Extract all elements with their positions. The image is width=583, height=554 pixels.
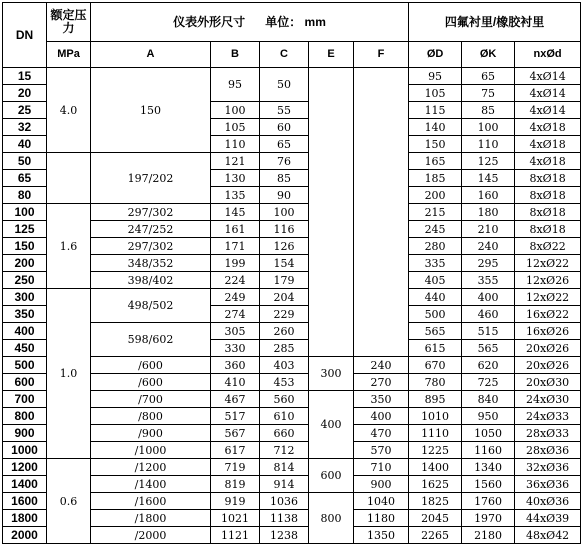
dim-b-cell: 1021 [211, 510, 260, 527]
dn-cell: 200 [3, 255, 47, 272]
dn-cell: 1600 [3, 493, 47, 510]
nxd-cell: 8xØ18 [515, 221, 581, 238]
ok-cell: 2180 [462, 527, 515, 544]
ok-cell: 1160 [462, 442, 515, 459]
dim-c-cell: 1238 [260, 527, 309, 544]
ok-cell: 240 [462, 238, 515, 255]
nxd-cell: 20xØ26 [515, 357, 581, 374]
od-cell: 895 [409, 391, 462, 408]
od-cell: 115 [409, 102, 462, 119]
header-dn: DN [3, 3, 47, 68]
dim-c-cell: 403 [260, 357, 309, 374]
dim-b-cell: 517 [211, 408, 260, 425]
nxd-cell: 4xØ18 [515, 153, 581, 170]
pressure-cell: 4.0 [47, 68, 91, 153]
nxd-cell: 36xØ36 [515, 476, 581, 493]
ok-cell: 160 [462, 187, 515, 204]
od-cell: 1110 [409, 425, 462, 442]
dim-b-cell: 145 [211, 204, 260, 221]
ok-cell: 85 [462, 102, 515, 119]
dim-b-cell: 617 [211, 442, 260, 459]
dim-c-cell: 204 [260, 289, 309, 306]
dim-a-cell: /2000 [91, 527, 211, 544]
spec-table-container [2, 2, 581, 544]
ok-cell: 65 [462, 68, 515, 85]
header-col-c: C [260, 42, 309, 68]
dim-a-cell: /1200 [91, 459, 211, 476]
ok-cell: 1340 [462, 459, 515, 476]
dn-cell: 1800 [3, 510, 47, 527]
dim-c-cell: 90 [260, 187, 309, 204]
dim-a-cell: /700 [91, 391, 211, 408]
dim-f-cell: 240 [354, 357, 409, 374]
od-cell: 2045 [409, 510, 462, 527]
dim-c-cell: 814 [260, 459, 309, 476]
dn-cell: 600 [3, 374, 47, 391]
od-cell: 280 [409, 238, 462, 255]
ok-cell: 295 [462, 255, 515, 272]
dim-a-cell: 598/602 [91, 323, 211, 357]
od-cell: 1825 [409, 493, 462, 510]
dn-cell: 350 [3, 306, 47, 323]
dim-c-cell: 914 [260, 476, 309, 493]
dn-cell: 80 [3, 187, 47, 204]
dn-cell: 700 [3, 391, 47, 408]
dn-cell: 20 [3, 85, 47, 102]
dim-b-cell: 330 [211, 340, 260, 357]
pressure-cell: 1.0 [47, 289, 91, 459]
dim-b-cell: 819 [211, 476, 260, 493]
dim-f-cell: 570 [354, 442, 409, 459]
dim-c-cell: 229 [260, 306, 309, 323]
od-cell: 1625 [409, 476, 462, 493]
dim-b-cell: 360 [211, 357, 260, 374]
dim-c-cell: 116 [260, 221, 309, 238]
dim-c-cell: 260 [260, 323, 309, 340]
ok-cell: 210 [462, 221, 515, 238]
dim-b-cell: 305 [211, 323, 260, 340]
ok-cell: 145 [462, 170, 515, 187]
dim-b-cell: 105 [211, 119, 260, 136]
header-pressure-line1: 额定压 [50, 8, 87, 22]
dim-b-cell: 130 [211, 170, 260, 187]
dim-f-cell: 400 [354, 408, 409, 425]
nxd-cell: 8xØ22 [515, 238, 581, 255]
dim-c-cell: 100 [260, 204, 309, 221]
nxd-cell: 48xØ42 [515, 527, 581, 544]
dim-e-cell: 400 [309, 391, 354, 459]
header-col-od: ØD [409, 42, 462, 68]
dim-a-cell: /1000 [91, 442, 211, 459]
od-cell: 780 [409, 374, 462, 391]
dim-b-cell: 199 [211, 255, 260, 272]
ok-cell: 75 [462, 85, 515, 102]
nxd-cell: 16xØ26 [515, 323, 581, 340]
header-lining: 四氟衬里/橡胶衬里 [409, 3, 581, 42]
od-cell: 245 [409, 221, 462, 238]
ok-cell: 840 [462, 391, 515, 408]
dim-a-cell: 398/402 [91, 272, 211, 289]
ok-cell: 1560 [462, 476, 515, 493]
nxd-cell: 24xØ30 [515, 391, 581, 408]
dn-cell: 125 [3, 221, 47, 238]
header-col-a: A [91, 42, 211, 68]
dim-e-cell: 800 [309, 493, 354, 544]
header-unit-value: mm [304, 14, 326, 29]
ok-cell: 400 [462, 289, 515, 306]
nxd-cell: 4xØ14 [515, 102, 581, 119]
dim-b-cell: 919 [211, 493, 260, 510]
dim-e-cell: 300 [309, 357, 354, 391]
dn-cell: 150 [3, 238, 47, 255]
od-cell: 670 [409, 357, 462, 374]
dim-f-cell: 1040 [354, 493, 409, 510]
od-cell: 405 [409, 272, 462, 289]
dim-f-cell: 900 [354, 476, 409, 493]
dim-f-cell: 1180 [354, 510, 409, 527]
ok-cell: 1050 [462, 425, 515, 442]
dim-a-cell: 297/302 [91, 238, 211, 255]
dim-a-cell: /800 [91, 408, 211, 425]
nxd-cell: 32xØ36 [515, 459, 581, 476]
dim-b-cell: 1121 [211, 527, 260, 544]
header-col-b: B [211, 42, 260, 68]
dim-b-cell: 719 [211, 459, 260, 476]
dn-cell: 1400 [3, 476, 47, 493]
dn-cell: 25 [3, 102, 47, 119]
dim-c-cell: 85 [260, 170, 309, 187]
nxd-cell: 12xØ22 [515, 289, 581, 306]
dim-c-cell: 76 [260, 153, 309, 170]
dim-f-cell: 470 [354, 425, 409, 442]
nxd-cell: 4xØ18 [515, 119, 581, 136]
nxd-cell: 4xØ14 [515, 85, 581, 102]
dim-b-cell: 171 [211, 238, 260, 255]
dim-e-cell [309, 68, 354, 357]
nxd-cell: 12xØ22 [515, 255, 581, 272]
ok-cell: 515 [462, 323, 515, 340]
dim-a-cell: /1400 [91, 476, 211, 493]
ok-cell: 110 [462, 136, 515, 153]
dim-c-cell: 560 [260, 391, 309, 408]
dim-a-cell: 297/302 [91, 204, 211, 221]
dim-b-cell: 249 [211, 289, 260, 306]
dimension-spec-table [2, 2, 581, 544]
od-cell: 335 [409, 255, 462, 272]
od-cell: 105 [409, 85, 462, 102]
dim-b-cell: 110 [211, 136, 260, 153]
od-cell: 440 [409, 289, 462, 306]
od-cell: 1400 [409, 459, 462, 476]
header-dims [91, 3, 409, 42]
dim-c-cell: 660 [260, 425, 309, 442]
dim-b-cell: 135 [211, 187, 260, 204]
dim-c-cell: 50 [260, 68, 309, 102]
dim-a-cell: 197/202 [91, 153, 211, 204]
dim-b-cell: 274 [211, 306, 260, 323]
dim-f-cell: 270 [354, 374, 409, 391]
dn-cell: 800 [3, 408, 47, 425]
od-cell: 2265 [409, 527, 462, 544]
od-cell: 185 [409, 170, 462, 187]
nxd-cell: 12xØ26 [515, 272, 581, 289]
dn-cell: 15 [3, 68, 47, 85]
dim-f-cell [354, 68, 409, 357]
dim-c-cell: 1138 [260, 510, 309, 527]
header-unit-label: 单位： [265, 14, 302, 29]
od-cell: 140 [409, 119, 462, 136]
dim-b-cell: 100 [211, 102, 260, 119]
header-col-e: E [309, 42, 354, 68]
dn-cell: 500 [3, 357, 47, 374]
dim-b-cell: 95 [211, 68, 260, 102]
pressure-cell: 0.6 [47, 459, 91, 544]
nxd-cell: 40xØ36 [515, 493, 581, 510]
dim-a-cell: /1800 [91, 510, 211, 527]
od-cell: 150 [409, 136, 462, 153]
header-col-nxd: nxØd [515, 42, 581, 68]
dim-a-cell: 247/252 [91, 221, 211, 238]
dim-c-cell: 712 [260, 442, 309, 459]
dn-cell: 1000 [3, 442, 47, 459]
od-cell: 565 [409, 323, 462, 340]
ok-cell: 125 [462, 153, 515, 170]
header-dims-title: 仪表外形尺寸 [173, 14, 246, 29]
nxd-cell: 4xØ14 [515, 68, 581, 85]
ok-cell: 620 [462, 357, 515, 374]
dim-a-cell: /900 [91, 425, 211, 442]
dim-e-cell: 600 [309, 459, 354, 493]
nxd-cell: 20xØ26 [515, 340, 581, 357]
dim-a-cell: /600 [91, 357, 211, 374]
pressure-cell: 1.6 [47, 204, 91, 289]
od-cell: 165 [409, 153, 462, 170]
dn-cell: 300 [3, 289, 47, 306]
dim-b-cell: 467 [211, 391, 260, 408]
header-pressure-line2: 力 [62, 21, 75, 35]
ok-cell: 565 [462, 340, 515, 357]
od-cell: 200 [409, 187, 462, 204]
dim-a-cell: 348/352 [91, 255, 211, 272]
dim-f-cell: 710 [354, 459, 409, 476]
od-cell: 95 [409, 68, 462, 85]
ok-cell: 180 [462, 204, 515, 221]
nxd-cell: 44xØ39 [515, 510, 581, 527]
dim-b-cell: 121 [211, 153, 260, 170]
dim-b-cell: 567 [211, 425, 260, 442]
nxd-cell: 8xØ18 [515, 170, 581, 187]
dim-c-cell: 453 [260, 374, 309, 391]
dim-a-cell: 498/502 [91, 289, 211, 323]
dim-b-cell: 410 [211, 374, 260, 391]
dim-b-cell: 161 [211, 221, 260, 238]
dim-f-cell: 350 [354, 391, 409, 408]
dn-cell: 900 [3, 425, 47, 442]
dim-c-cell: 60 [260, 119, 309, 136]
nxd-cell: 8xØ18 [515, 204, 581, 221]
header-pressure-unit: MPa [47, 42, 91, 68]
nxd-cell: 28xØ36 [515, 442, 581, 459]
ok-cell: 355 [462, 272, 515, 289]
nxd-cell: 4xØ18 [515, 136, 581, 153]
od-cell: 215 [409, 204, 462, 221]
dim-c-cell: 179 [260, 272, 309, 289]
dn-cell: 1200 [3, 459, 47, 476]
dim-c-cell: 610 [260, 408, 309, 425]
od-cell: 500 [409, 306, 462, 323]
header-pressure [47, 3, 91, 42]
dim-a-cell: 150 [91, 68, 211, 153]
od-cell: 1225 [409, 442, 462, 459]
header-col-ok: ØK [462, 42, 515, 68]
nxd-cell: 28xØ33 [515, 425, 581, 442]
dn-cell: 250 [3, 272, 47, 289]
ok-cell: 1970 [462, 510, 515, 527]
dn-cell: 65 [3, 170, 47, 187]
dim-c-cell: 126 [260, 238, 309, 255]
nxd-cell: 24xØ33 [515, 408, 581, 425]
dn-cell: 2000 [3, 527, 47, 544]
dim-a-cell: /600 [91, 374, 211, 391]
ok-cell: 950 [462, 408, 515, 425]
header-col-f: F [354, 42, 409, 68]
nxd-cell: 20xØ30 [515, 374, 581, 391]
nxd-cell: 16xØ22 [515, 306, 581, 323]
dn-cell: 100 [3, 204, 47, 221]
dn-cell: 40 [3, 136, 47, 153]
dim-c-cell: 65 [260, 136, 309, 153]
ok-cell: 100 [462, 119, 515, 136]
pressure-cell [47, 153, 91, 204]
dim-c-cell: 1036 [260, 493, 309, 510]
dim-c-cell: 154 [260, 255, 309, 272]
dn-cell: 32 [3, 119, 47, 136]
dim-c-cell: 55 [260, 102, 309, 119]
dim-c-cell: 285 [260, 340, 309, 357]
od-cell: 615 [409, 340, 462, 357]
dn-cell: 400 [3, 323, 47, 340]
dim-f-cell: 1350 [354, 527, 409, 544]
dn-cell: 450 [3, 340, 47, 357]
dn-cell: 50 [3, 153, 47, 170]
ok-cell: 725 [462, 374, 515, 391]
ok-cell: 460 [462, 306, 515, 323]
od-cell: 1010 [409, 408, 462, 425]
dim-b-cell: 224 [211, 272, 260, 289]
ok-cell: 1760 [462, 493, 515, 510]
dim-a-cell: /1600 [91, 493, 211, 510]
nxd-cell: 8xØ18 [515, 187, 581, 204]
